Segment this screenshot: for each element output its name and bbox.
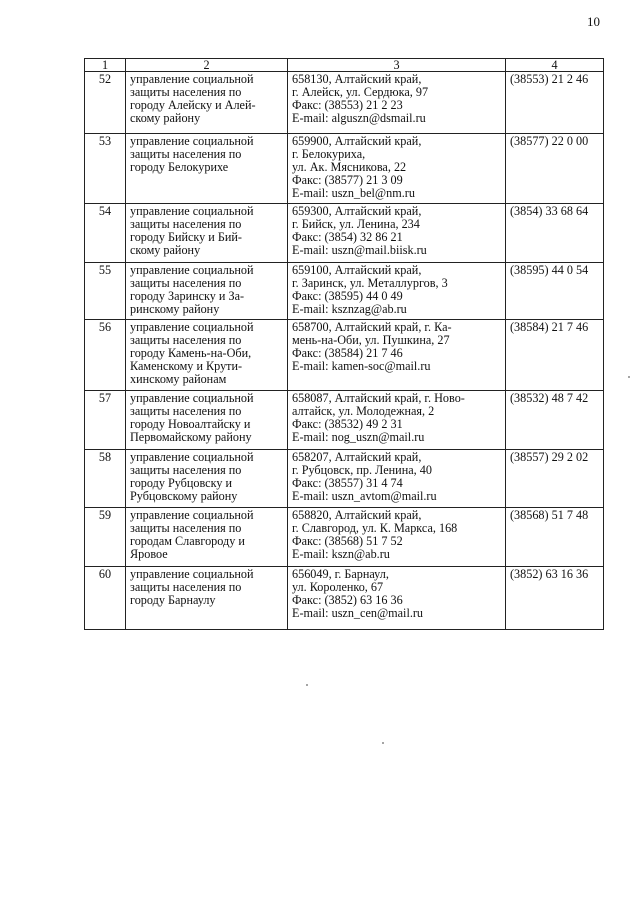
agency-name-cell bbox=[126, 567, 288, 630]
address-line: 658700, Алтайский край, г. Ка- bbox=[292, 320, 452, 334]
agency-name-line: городу Барнаулу bbox=[130, 593, 216, 607]
address-line: 656049, г. Барнаул, bbox=[292, 567, 389, 581]
address-line: E-mail: ksznzag@ab.ru bbox=[292, 302, 407, 316]
agency-name-cell bbox=[126, 391, 288, 450]
address-line: г. Белокуриха, bbox=[292, 147, 366, 161]
agency-name-line: городу Алейску и Алей- bbox=[130, 98, 256, 112]
column-header: 4 bbox=[506, 59, 604, 72]
phone-cell: (38568) 51 7 48 bbox=[506, 508, 604, 567]
phone-cell: (38584) 21 7 46 bbox=[506, 320, 604, 391]
address-line: Факс: (3852) 63 16 36 bbox=[292, 593, 403, 607]
agency-name-line: городу Бийску и Бий- bbox=[130, 230, 242, 244]
address-cell bbox=[288, 263, 506, 320]
agency-name-cell bbox=[126, 204, 288, 263]
table-row bbox=[85, 320, 604, 391]
agency-name-line: защиты населения по bbox=[130, 333, 242, 347]
agency-name-line: управление социальной bbox=[130, 134, 254, 148]
row-number: 55 bbox=[85, 263, 126, 320]
agency-name-line: защиты населения по bbox=[130, 147, 242, 161]
address-line: г. Алейск, ул. Сердюка, 97 bbox=[292, 85, 429, 99]
address-line: алтайск, ул. Молодежная, 2 bbox=[292, 404, 435, 418]
agency-name-line: управление социальной bbox=[130, 72, 254, 86]
row-number: 53 bbox=[85, 134, 126, 204]
address-line: Факс: (38532) 49 2 31 bbox=[292, 417, 403, 431]
agency-name-line: защиты населения по bbox=[130, 217, 242, 231]
address-cell bbox=[288, 450, 506, 508]
row-number: 60 bbox=[85, 567, 126, 630]
agency-name-line: защиты населения по bbox=[130, 85, 242, 99]
address-line: ул. Ак. Мясникова, 22 bbox=[292, 160, 407, 174]
agency-name-line: управление социальной bbox=[130, 320, 254, 334]
address-line: E-mail: kamen-soc@mail.ru bbox=[292, 359, 431, 373]
table-row bbox=[85, 391, 604, 450]
row-number: 54 bbox=[85, 204, 126, 263]
address-line: E-mail: kszn@ab.ru bbox=[292, 547, 390, 561]
scan-speck bbox=[628, 376, 630, 378]
address-line: Факс: (38577) 21 3 09 bbox=[292, 173, 403, 187]
scan-speck bbox=[306, 684, 308, 686]
agency-name-line: защиты населения по bbox=[130, 521, 242, 535]
address-line: Факс: (3854) 32 86 21 bbox=[292, 230, 403, 244]
agency-name-line: управление социальной bbox=[130, 508, 254, 522]
agency-name-line: Каменскому и Крути- bbox=[130, 359, 243, 373]
table-header-row bbox=[85, 59, 604, 72]
row-number: 58 bbox=[85, 450, 126, 508]
address-line: ул. Короленко, 67 bbox=[292, 580, 384, 594]
address-cell bbox=[288, 320, 506, 391]
agency-name-line: управление социальной bbox=[130, 567, 254, 581]
address-cell bbox=[288, 391, 506, 450]
agency-name-line: городу Белокурихе bbox=[130, 160, 229, 174]
address-line: E-mail: alguszn@dsmail.ru bbox=[292, 111, 426, 125]
table-row bbox=[85, 567, 604, 630]
agency-name-cell bbox=[126, 72, 288, 134]
address-line: Факс: (38568) 51 7 52 bbox=[292, 534, 403, 548]
phone-cell: (3852) 63 16 36 bbox=[506, 567, 604, 630]
agency-name-cell bbox=[126, 450, 288, 508]
address-line: E-mail: uszn_avtom@mail.ru bbox=[292, 489, 437, 503]
address-line: E-mail: nog_uszn@mail.ru bbox=[292, 430, 425, 444]
address-line: г. Бийск, ул. Ленина, 234 bbox=[292, 217, 420, 231]
column-header: 3 bbox=[288, 59, 506, 72]
address-line: E-mail: uszn_cen@mail.ru bbox=[292, 606, 424, 620]
phone-cell: (38577) 22 0 00 bbox=[506, 134, 604, 204]
agency-name-line: управление социальной bbox=[130, 450, 254, 464]
address-cell bbox=[288, 508, 506, 567]
column-header: 1 bbox=[85, 59, 126, 72]
address-line: 659100, Алтайский край, bbox=[292, 263, 422, 277]
agency-name-line: Яровое bbox=[130, 547, 168, 561]
table-row bbox=[85, 204, 604, 263]
row-number: 56 bbox=[85, 320, 126, 391]
phone-cell: (38595) 44 0 54 bbox=[506, 263, 604, 320]
agency-name-line: защиты населения по bbox=[130, 276, 242, 290]
agency-name-line: скому району bbox=[130, 111, 201, 125]
agency-name-line: защиты населения по bbox=[130, 580, 242, 594]
row-number: 52 bbox=[85, 72, 126, 134]
agency-name-line: городу Новоалтайску и bbox=[130, 417, 251, 431]
agency-name-line: городу Заринску и За- bbox=[130, 289, 245, 303]
address-line: E-mail: uszn@mail.biisk.ru bbox=[292, 243, 427, 257]
address-line: 658820, Алтайский край, bbox=[292, 508, 422, 522]
address-line: 658207, Алтайский край, bbox=[292, 450, 422, 464]
address-line: 659900, Алтайский край, bbox=[292, 134, 422, 148]
agency-name-cell bbox=[126, 508, 288, 567]
table-row bbox=[85, 263, 604, 320]
agency-name-line: управление социальной bbox=[130, 204, 254, 218]
agency-name-line: скому району bbox=[130, 243, 201, 257]
row-number: 57 bbox=[85, 391, 126, 450]
column-header: 2 bbox=[126, 59, 288, 72]
agency-name-line: городу Рубцовску и bbox=[130, 476, 232, 490]
agency-name-line: городу Камень-на-Оби, bbox=[130, 346, 252, 360]
address-line: 659300, Алтайский край, bbox=[292, 204, 422, 218]
agency-name-line: хинскому районам bbox=[130, 372, 227, 386]
table-row bbox=[85, 450, 604, 508]
address-line: г. Заринск, ул. Металлургов, 3 bbox=[292, 276, 448, 290]
agency-name-line: Первомайскому району bbox=[130, 430, 252, 444]
agency-name-line: защиты населения по bbox=[130, 404, 242, 418]
agency-name-line: городам Славгороду и bbox=[130, 534, 245, 548]
agency-name-cell bbox=[126, 263, 288, 320]
address-cell bbox=[288, 567, 506, 630]
agency-name-line: управление социальной bbox=[130, 263, 254, 277]
address-line: Факс: (38557) 31 4 74 bbox=[292, 476, 403, 490]
address-line: г. Рубцовск, пр. Ленина, 40 bbox=[292, 463, 432, 477]
address-cell bbox=[288, 204, 506, 263]
address-cell bbox=[288, 72, 506, 134]
agency-name-line: Рубцовскому району bbox=[130, 489, 238, 503]
agency-name-cell bbox=[126, 320, 288, 391]
address-cell bbox=[288, 134, 506, 204]
address-line: 658130, Алтайский край, bbox=[292, 72, 422, 86]
agency-name-line: управление социальной bbox=[130, 391, 254, 405]
phone-cell: (38557) 29 2 02 bbox=[506, 450, 604, 508]
address-line: 658087, Алтайский край, г. Ново- bbox=[292, 391, 465, 405]
scan-speck bbox=[382, 742, 384, 744]
address-line: Факс: (38584) 21 7 46 bbox=[292, 346, 403, 360]
phone-cell: (38553) 21 2 46 bbox=[506, 72, 604, 134]
address-line: Факс: (38553) 21 2 23 bbox=[292, 98, 403, 112]
agency-name-cell bbox=[126, 134, 288, 204]
phone-cell: (3854) 33 68 64 bbox=[506, 204, 604, 263]
address-line: E-mail: uszn_bel@nm.ru bbox=[292, 186, 415, 200]
address-line: Факс: (38595) 44 0 49 bbox=[292, 289, 403, 303]
table-row bbox=[85, 134, 604, 204]
table-row bbox=[85, 72, 604, 134]
agency-name-line: защиты населения по bbox=[130, 463, 242, 477]
phone-cell: (38532) 48 7 42 bbox=[506, 391, 604, 450]
page-number: 10 bbox=[587, 14, 600, 29]
address-line: г. Славгород, ул. К. Маркса, 168 bbox=[292, 521, 458, 535]
table-row bbox=[85, 508, 604, 567]
address-line: мень-на-Оби, ул. Пушкина, 27 bbox=[292, 333, 450, 347]
agencies-table bbox=[84, 58, 604, 630]
row-number: 59 bbox=[85, 508, 126, 567]
agency-name-line: ринскому району bbox=[130, 302, 220, 316]
